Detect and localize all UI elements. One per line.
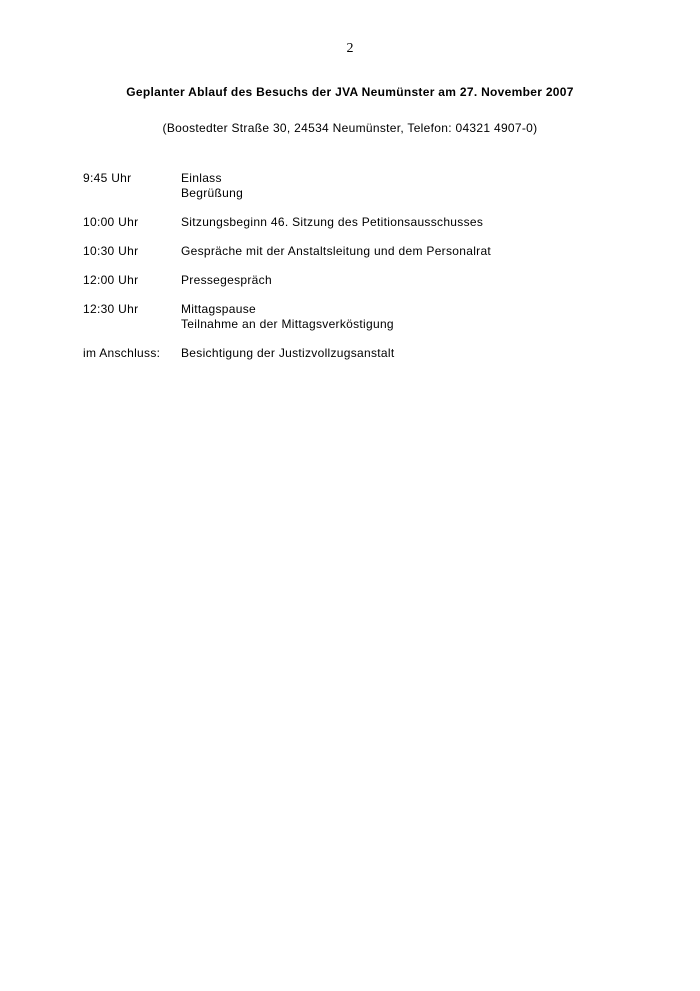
schedule-description (181, 215, 643, 230)
schedule-description (181, 346, 643, 361)
address-line: (Boostedter Straße 30, 24534 Neumünster, Telefon: 04321 4907-0) (162, 121, 538, 135)
schedule (83, 171, 643, 375)
schedule-time: 12:00 Uhr (83, 273, 139, 287)
schedule-description (181, 244, 643, 259)
schedule-entry (83, 244, 643, 259)
schedule-item: Teilnahme an der Mittagsverköstigung (181, 317, 394, 331)
schedule-description (181, 302, 643, 332)
page-number: 2 (346, 41, 354, 56)
schedule-time: 10:30 Uhr (83, 244, 139, 258)
schedule-description (181, 171, 643, 201)
schedule-time: im Anschluss: (83, 346, 161, 360)
schedule-time: 12:30 Uhr (83, 302, 139, 316)
schedule-item: Pressegespräch (181, 273, 272, 287)
schedule-entry (83, 346, 643, 361)
schedule-item: Mittagspause (181, 302, 256, 316)
schedule-description (181, 273, 643, 288)
document-title: Geplanter Ablauf des Besuchs der JVA Neumünster am 27. November 2007 (126, 85, 574, 99)
schedule-entry (83, 171, 643, 201)
schedule-entry (83, 302, 643, 332)
schedule-item: Einlass (181, 171, 222, 185)
schedule-item: Begrüßung (181, 186, 244, 200)
schedule-time: 9:45 Uhr (83, 171, 132, 185)
schedule-time: 10:00 Uhr (83, 215, 139, 229)
schedule-item: Gespräche mit der Anstaltsleitung und dem Personalrat (181, 244, 492, 258)
schedule-entry (83, 273, 643, 288)
schedule-item: Sitzungsbeginn 46. Sitzung des Petitionsausschusses (181, 215, 484, 229)
schedule-entry (83, 215, 643, 230)
schedule-item: Besichtigung der Justizvollzugsanstalt (181, 346, 395, 360)
